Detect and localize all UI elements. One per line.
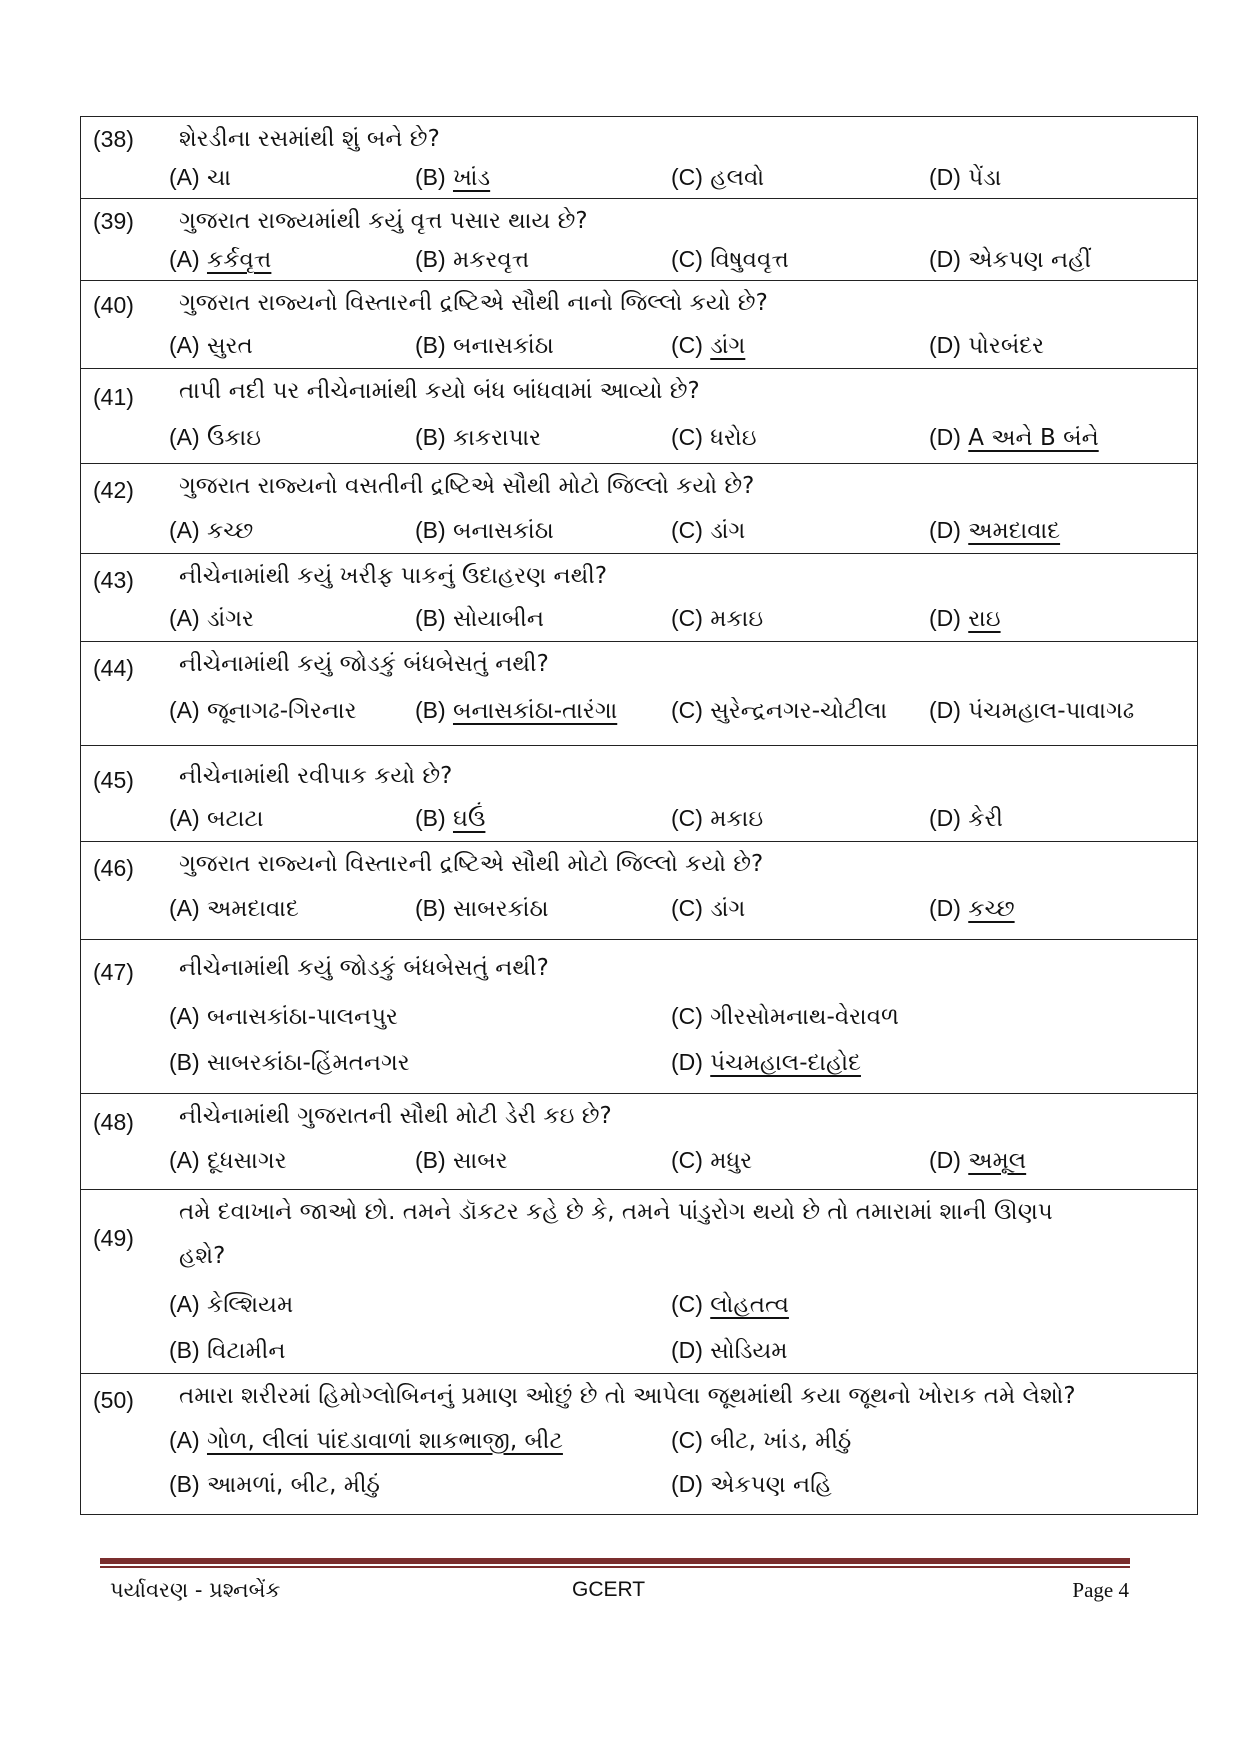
question-block	[81, 281, 1197, 369]
option-label: (C)	[671, 517, 703, 543]
option-text: મકાઇ	[710, 606, 764, 632]
option-text: મધુર	[710, 1148, 753, 1174]
option-c	[671, 237, 789, 282]
option-c	[671, 1418, 851, 1463]
question-table	[80, 116, 1198, 1515]
question-number: (42)	[93, 477, 134, 503]
option-d	[929, 688, 1134, 733]
option-c	[671, 1138, 752, 1183]
question-text-continued: હશે?	[179, 1243, 226, 1269]
option-text: પંચમહાલ-પાવાગઢ	[968, 698, 1135, 724]
option-text: કચ્છ	[206, 518, 254, 544]
option-text-correct: અમૂલ	[968, 1148, 1027, 1174]
option-d	[671, 1040, 861, 1085]
footer-page-number: Page 4	[1072, 1578, 1129, 1602]
option-text: બનાસકાંઠા	[452, 518, 554, 544]
option-label: (B)	[415, 517, 446, 543]
option-c	[671, 508, 745, 553]
option-label: (B)	[415, 895, 446, 921]
question-text: નીચેનામાંથી કયું ખરીફ પાકનું ઉદાહરણ નથી?	[179, 563, 608, 589]
option-c	[671, 1282, 789, 1327]
option-label: (C)	[671, 246, 703, 272]
question-text: નીચેનામાંથી ગુજરાતની સૌથી મોટી ડેરી કઇ છે?	[179, 1103, 612, 1129]
option-text: ડાંગ	[710, 518, 746, 544]
option-text-correct: ડાંગ	[710, 333, 746, 359]
option-text: વિટામીન	[206, 1338, 286, 1364]
option-text: કાકરાપાર	[452, 425, 542, 451]
question-number: (44)	[93, 655, 134, 681]
option-d	[929, 886, 1015, 931]
option-b	[169, 1328, 285, 1373]
option-text: ચા	[206, 165, 232, 191]
option-b	[415, 596, 544, 641]
option-label: (A)	[169, 1291, 200, 1317]
option-c	[671, 796, 763, 841]
option-label: (D)	[671, 1049, 703, 1075]
option-label: (D)	[929, 697, 961, 723]
option-text-correct: A અને B બંને	[968, 425, 1099, 451]
option-b	[169, 1462, 380, 1507]
option-d	[929, 155, 1001, 200]
option-c	[671, 323, 745, 368]
option-b	[415, 415, 541, 460]
option-text: ઉકાઇ	[206, 425, 262, 451]
option-label: (D)	[929, 424, 961, 450]
question-text: શેરડીના રસમાંથી શું બને છે?	[179, 126, 440, 152]
option-label: (A)	[169, 605, 200, 631]
option-label: (D)	[929, 246, 961, 272]
option-a	[169, 1282, 293, 1327]
option-d	[671, 1328, 788, 1373]
option-c	[671, 415, 756, 460]
option-label: (A)	[169, 805, 200, 831]
question-number: (40)	[93, 292, 134, 318]
question-block	[81, 554, 1197, 642]
option-text: સાબર	[452, 1148, 508, 1174]
question-number: (46)	[93, 855, 134, 881]
option-a	[169, 323, 253, 368]
option-label: (A)	[169, 332, 200, 358]
option-label: (A)	[169, 164, 200, 190]
option-text: બટાટા	[206, 806, 264, 832]
option-text: સાબરકાંઠા	[452, 896, 549, 922]
option-label: (D)	[929, 164, 961, 190]
question-number: (39)	[93, 208, 134, 234]
option-d	[929, 508, 1060, 553]
option-text: મકરવૃત્ત	[452, 247, 530, 273]
option-a	[169, 1418, 563, 1463]
option-b	[415, 155, 490, 200]
option-text: સુરત	[206, 333, 253, 359]
option-label: (D)	[929, 895, 961, 921]
option-a	[169, 796, 264, 841]
option-label: (B)	[415, 246, 446, 272]
option-label: (C)	[671, 1427, 703, 1453]
option-text-correct: પંચમહાલ-દાહોદ	[710, 1050, 861, 1076]
option-label: (C)	[671, 424, 703, 450]
question-text: નીચેનામાંથી કયું જોડકું બંધબેસતું નથી?	[179, 955, 549, 981]
option-d	[929, 415, 1099, 460]
option-label: (B)	[169, 1471, 200, 1497]
option-a	[169, 415, 261, 460]
option-c	[671, 994, 899, 1039]
question-block	[81, 746, 1197, 842]
option-text: ડાંગર	[206, 606, 254, 632]
option-text: સુરેન્દ્રનગર-ચોટીલા	[710, 698, 888, 724]
option-label: (A)	[169, 1147, 200, 1173]
option-label: (B)	[415, 697, 446, 723]
question-text: નીચેનામાંથી કયું જોડકું બંધબેસતું નથી?	[179, 651, 549, 677]
option-c	[671, 155, 764, 200]
option-label: (B)	[415, 1147, 446, 1173]
option-label: (D)	[929, 805, 961, 831]
option-label: (D)	[671, 1471, 703, 1497]
option-text-correct: કચ્છ	[968, 896, 1015, 922]
option-b	[415, 508, 554, 553]
option-label: (B)	[415, 164, 446, 190]
option-text-correct: ઘઉં	[452, 806, 486, 832]
question-text: તાપી નદી પર નીચેનામાંથી કયો બંધ બાંધવામાં આવ્યો છે?	[179, 378, 700, 404]
question-block	[81, 842, 1197, 940]
option-label: (C)	[671, 164, 703, 190]
option-text: સોયાબીન	[452, 606, 545, 632]
option-a	[169, 688, 357, 733]
option-text: અમદાવાદ	[206, 896, 299, 922]
option-a	[169, 155, 231, 200]
option-label: (C)	[671, 697, 703, 723]
option-label: (C)	[671, 605, 703, 631]
option-text-correct: રાઇ	[968, 606, 1001, 632]
option-text: બીટ, ખાંડ, મીઠું	[710, 1428, 852, 1454]
option-label: (A)	[169, 1003, 200, 1029]
option-label: (D)	[671, 1337, 703, 1363]
option-label: (C)	[671, 805, 703, 831]
option-text: ધરોઇ	[710, 425, 757, 451]
question-number: (50)	[93, 1387, 134, 1413]
option-text-correct: લોહતત્વ	[710, 1292, 789, 1318]
option-label: (A)	[169, 246, 200, 272]
option-c	[671, 596, 763, 641]
option-c	[671, 688, 887, 733]
option-text: કેરી	[968, 806, 1003, 832]
option-a	[169, 596, 254, 641]
option-text: સોડિયમ	[710, 1338, 788, 1364]
option-text: દૂધસાગર	[206, 1148, 287, 1174]
option-text: એકપણ નહિ	[710, 1472, 832, 1498]
option-label: (A)	[169, 697, 200, 723]
option-b	[415, 886, 549, 931]
question-text: ગુજરાત રાજ્યમાંથી કયું વૃત્ત પસાર થાય છે?	[179, 208, 588, 234]
option-label: (B)	[415, 332, 446, 358]
option-a	[169, 508, 253, 553]
footer-publisher: GCERT	[572, 1578, 646, 1601]
option-label: (D)	[929, 605, 961, 631]
option-d	[929, 237, 1091, 282]
option-text: મકાઇ	[710, 806, 764, 832]
option-label: (B)	[169, 1337, 200, 1363]
option-label: (A)	[169, 424, 200, 450]
question-text: ગુજરાત રાજ્યનો વસતીની દ્રષ્ટિએ સૌથી મોટો જિલ્લો કયો છે?	[179, 473, 755, 499]
question-text: ગુજરાત રાજ્યનો વિસ્તારની દ્રષ્ટિએ સૌથી મોટો જિલ્લો કયો છે?	[179, 851, 764, 877]
question-number: (48)	[93, 1109, 134, 1135]
question-text: તમે દવાખાને જાઓ છો. તમને ડૉકટર કહે છે કે, તમને પાંડુરોગ થયો છે તો તમારામાં શાની ઊણપ	[179, 1199, 1053, 1225]
question-block	[81, 1190, 1197, 1374]
option-text: બનાસકાંઠા-પાલનપુર	[206, 1004, 398, 1030]
question-block	[81, 117, 1197, 199]
option-d	[671, 1462, 832, 1507]
option-a	[169, 1138, 287, 1183]
question-text: નીચેનામાંથી રવીપાક કયો છે?	[179, 763, 453, 789]
option-c	[671, 886, 745, 931]
option-label: (D)	[929, 517, 961, 543]
option-text: ડાંગ	[710, 896, 746, 922]
option-b	[415, 323, 554, 368]
option-text: કેલ્શિયમ	[206, 1292, 294, 1318]
option-label: (B)	[415, 805, 446, 831]
option-label: (C)	[671, 1291, 703, 1317]
option-text-correct: કર્કવૃત્ત	[206, 247, 272, 273]
question-text: ગુજરાત રાજ્યનો વિસ્તારની દ્રષ્ટિએ સૌથી નાનો જિલ્લો કયો છે?	[179, 290, 768, 316]
footer-rule-thin	[100, 1566, 1130, 1568]
question-block	[81, 940, 1197, 1094]
question-block	[81, 199, 1197, 281]
option-label: (B)	[415, 424, 446, 450]
question-number: (47)	[93, 959, 134, 985]
question-block	[81, 642, 1197, 746]
option-d	[929, 1138, 1026, 1183]
option-label: (C)	[671, 895, 703, 921]
option-label: (A)	[169, 517, 200, 543]
option-d	[929, 796, 1003, 841]
option-label: (D)	[929, 1147, 961, 1173]
option-text: સાબરકાંઠા-હિંમતનગર	[206, 1050, 410, 1076]
option-text: બનાસકાંઠા	[452, 333, 554, 359]
option-b	[415, 237, 529, 282]
question-block	[81, 464, 1197, 554]
option-a	[169, 994, 398, 1039]
option-d	[929, 323, 1044, 368]
option-text: એકપણ નહીં	[968, 247, 1092, 273]
question-number: (49)	[93, 1225, 134, 1251]
option-label: (C)	[671, 1003, 703, 1029]
option-b	[169, 1040, 410, 1085]
option-label: (D)	[929, 332, 961, 358]
option-b	[415, 796, 485, 841]
footer-subject: પર્યાવરણ - પ્રશ્નબેંક	[110, 1578, 281, 1602]
option-text: વિષુવવૃત્ત	[710, 247, 789, 273]
option-text-correct: અમદાવાદ	[968, 518, 1061, 544]
question-number: (41)	[93, 384, 134, 410]
question-number: (43)	[93, 567, 134, 593]
question-block	[81, 369, 1197, 464]
option-label: (A)	[169, 1427, 200, 1453]
option-text-correct: ગોળ, લીલાં પાંદડાવાળાં શાકભાજી, બીટ	[206, 1428, 563, 1454]
question-number: (45)	[93, 767, 134, 793]
option-d	[929, 596, 1001, 641]
option-label: (B)	[169, 1049, 200, 1075]
footer-rule	[100, 1558, 1130, 1564]
option-text: આમળાં, બીટ, મીઠું	[206, 1472, 380, 1498]
question-block	[81, 1374, 1197, 1514]
option-a	[169, 886, 299, 931]
option-text-correct: બનાસકાંઠા-તારંગા	[452, 698, 618, 724]
option-text: પેંડા	[968, 165, 1002, 191]
option-text: જૂનાગઢ-ગિરનાર	[206, 698, 357, 724]
option-label: (B)	[415, 605, 446, 631]
option-text: હલવો	[710, 165, 765, 191]
option-a	[169, 237, 271, 282]
option-label: (C)	[671, 332, 703, 358]
option-text: ગીરસોમનાથ-વેરાવળ	[710, 1004, 899, 1030]
option-text-correct: ખાંડ	[452, 165, 491, 191]
option-b	[415, 688, 617, 733]
option-b	[415, 1138, 508, 1183]
option-label: (C)	[671, 1147, 703, 1173]
question-block	[81, 1094, 1197, 1190]
question-number: (38)	[93, 126, 134, 152]
option-label: (A)	[169, 895, 200, 921]
question-text: તમારા શરીરમાં હિમોગ્લોબિનનું પ્રમાણ ઓછું છે તો આપેલા જૂથમાંથી કયા જૂથનો ખોરાક તમે લેશો?	[179, 1383, 1076, 1409]
option-text: પોરબંદર	[968, 333, 1045, 359]
